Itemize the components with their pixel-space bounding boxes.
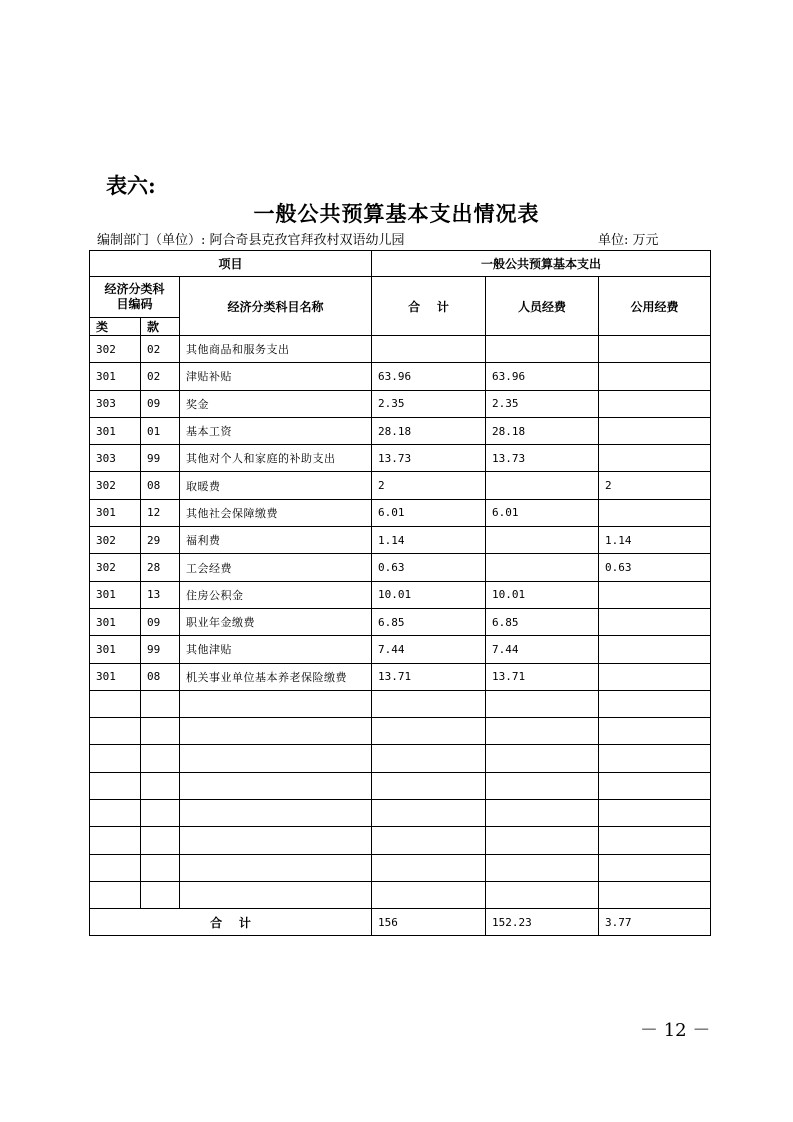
cell-lei: 301 (90, 663, 141, 690)
cell-total: 2 (372, 472, 486, 499)
cell-personnel: 6.01 (486, 499, 599, 526)
cell-public: 2 (599, 472, 711, 499)
cell-public (599, 745, 711, 772)
cell-name: 其他津贴 (180, 636, 372, 663)
cell-total (372, 854, 486, 881)
cell-personnel (486, 772, 599, 799)
cell-personnel (486, 854, 599, 881)
header-lei: 类 (90, 318, 141, 336)
cell-public (599, 881, 711, 908)
cell-name: 工会经费 (180, 554, 372, 581)
cell-kuan (141, 881, 180, 908)
cell-public (599, 390, 711, 417)
cell-kuan: 01 (141, 417, 180, 444)
table-row (90, 554, 711, 581)
cell-personnel (486, 690, 599, 717)
table-row (90, 527, 711, 554)
cell-public (599, 800, 711, 827)
cell-kuan (141, 854, 180, 881)
cell-public (599, 336, 711, 363)
cell-lei (90, 718, 141, 745)
table-row (90, 499, 711, 526)
cell-kuan (141, 690, 180, 717)
page-title: 一般公共预算基本支出情况表 (253, 201, 540, 226)
cell-lei: 301 (90, 363, 141, 390)
table-row (90, 854, 711, 881)
cell-kuan (141, 800, 180, 827)
table-row (90, 881, 711, 908)
cell-kuan: 09 (141, 390, 180, 417)
cell-name (180, 827, 372, 854)
cell-personnel: 63.96 (486, 363, 599, 390)
total-row (90, 909, 711, 936)
table-row (90, 336, 711, 363)
cell-lei: 303 (90, 445, 141, 472)
table-row (90, 581, 711, 608)
budget-table (89, 250, 711, 936)
cell-total (372, 336, 486, 363)
cell-total: 0.63 (372, 554, 486, 581)
cell-name: 取暖费 (180, 472, 372, 499)
table-row (90, 745, 711, 772)
table-row (90, 827, 711, 854)
header-name: 经济分类科目名称 (180, 277, 372, 336)
cell-kuan: 02 (141, 363, 180, 390)
cell-lei: 302 (90, 554, 141, 581)
cell-name (180, 690, 372, 717)
table-row (90, 690, 711, 717)
cell-name (180, 881, 372, 908)
cell-public: 1.14 (599, 527, 711, 554)
cell-public: 0.63 (599, 554, 711, 581)
header-public: 公用经费 (599, 277, 711, 336)
cell-kuan (141, 827, 180, 854)
cell-name (180, 854, 372, 881)
cell-kuan (141, 772, 180, 799)
cell-kuan: 02 (141, 336, 180, 363)
cell-lei: 302 (90, 336, 141, 363)
unit-label: 单位: 万元 (598, 233, 659, 248)
cell-kuan: 99 (141, 445, 180, 472)
cell-total: 13.71 (372, 663, 486, 690)
cell-kuan: 08 (141, 663, 180, 690)
cell-lei: 301 (90, 581, 141, 608)
header-expense: 一般公共预算基本支出 (372, 251, 711, 277)
cell-kuan: 29 (141, 527, 180, 554)
cell-lei: 303 (90, 390, 141, 417)
cell-name: 机关事业单位基本养老保险缴费 (180, 663, 372, 690)
cell-name: 其他商品和服务支出 (180, 336, 372, 363)
table-label: 表六: (106, 173, 156, 198)
cell-lei: 301 (90, 636, 141, 663)
cell-public (599, 417, 711, 444)
cell-personnel (486, 827, 599, 854)
header-row-2 (90, 277, 711, 318)
table-row (90, 718, 711, 745)
cell-name: 其他对个人和家庭的补助支出 (180, 445, 372, 472)
header-project: 项目 (90, 251, 372, 277)
cell-total: 63.96 (372, 363, 486, 390)
total-label: 合 计 (90, 909, 372, 936)
cell-name (180, 772, 372, 799)
cell-name (180, 800, 372, 827)
cell-kuan: 08 (141, 472, 180, 499)
cell-public (599, 608, 711, 635)
cell-kuan: 13 (141, 581, 180, 608)
cell-total (372, 745, 486, 772)
cell-name (180, 745, 372, 772)
cell-total: 2.35 (372, 390, 486, 417)
cell-public (599, 663, 711, 690)
cell-total (372, 827, 486, 854)
table-row (90, 472, 711, 499)
cell-name (180, 718, 372, 745)
table-row (90, 445, 711, 472)
cell-name: 住房公积金 (180, 581, 372, 608)
cell-personnel: 13.71 (486, 663, 599, 690)
cell-total (372, 800, 486, 827)
cell-personnel: 10.01 (486, 581, 599, 608)
cell-kuan (141, 745, 180, 772)
cell-lei (90, 772, 141, 799)
table-row (90, 636, 711, 663)
cell-lei (90, 745, 141, 772)
cell-personnel: 28.18 (486, 417, 599, 444)
cell-name: 职业年金缴费 (180, 608, 372, 635)
cell-lei: 301 (90, 608, 141, 635)
cell-public (599, 827, 711, 854)
cell-lei: 302 (90, 527, 141, 554)
cell-lei (90, 881, 141, 908)
cell-total (372, 718, 486, 745)
cell-personnel (486, 554, 599, 581)
cell-total (372, 881, 486, 908)
cell-personnel: 2.35 (486, 390, 599, 417)
cell-name: 奖金 (180, 390, 372, 417)
table-row (90, 417, 711, 444)
cell-public (599, 772, 711, 799)
cell-kuan (141, 718, 180, 745)
cell-lei (90, 690, 141, 717)
header-code: 经济分类科目编码 (90, 277, 180, 318)
header-kuan: 款 (141, 318, 180, 336)
cell-total: 28.18 (372, 417, 486, 444)
cell-total: 7.44 (372, 636, 486, 663)
cell-public (599, 445, 711, 472)
total-total: 156 (372, 909, 486, 936)
cell-public (599, 718, 711, 745)
department-label: 编制部门（单位）: 阿合奇县克孜官拜孜村双语幼儿园 (97, 233, 405, 248)
cell-lei: 301 (90, 499, 141, 526)
cell-total (372, 690, 486, 717)
cell-name: 基本工资 (180, 417, 372, 444)
cell-lei (90, 800, 141, 827)
cell-personnel (486, 745, 599, 772)
table-row (90, 390, 711, 417)
cell-name: 津贴补贴 (180, 363, 372, 390)
cell-kuan: 09 (141, 608, 180, 635)
cell-total: 1.14 (372, 527, 486, 554)
cell-personnel (486, 881, 599, 908)
cell-personnel (486, 336, 599, 363)
cell-lei (90, 827, 141, 854)
cell-personnel (486, 800, 599, 827)
cell-total: 13.73 (372, 445, 486, 472)
header-personnel: 人员经费 (486, 277, 599, 336)
table-row (90, 772, 711, 799)
cell-total: 6.01 (372, 499, 486, 526)
cell-total: 6.85 (372, 608, 486, 635)
cell-public (599, 499, 711, 526)
cell-lei (90, 854, 141, 881)
cell-personnel (486, 472, 599, 499)
cell-kuan: 99 (141, 636, 180, 663)
cell-public (599, 690, 711, 717)
header-row-1 (90, 251, 711, 277)
table-row (90, 663, 711, 690)
cell-public (599, 854, 711, 881)
cell-personnel (486, 718, 599, 745)
cell-personnel: 13.73 (486, 445, 599, 472)
cell-lei: 301 (90, 417, 141, 444)
cell-name: 福利费 (180, 527, 372, 554)
header-total: 合 计 (372, 277, 486, 336)
cell-name: 其他社会保障缴费 (180, 499, 372, 526)
cell-lei: 302 (90, 472, 141, 499)
page-number: － 12 － (640, 1020, 711, 1041)
cell-personnel: 6.85 (486, 608, 599, 635)
cell-public (599, 363, 711, 390)
cell-public (599, 581, 711, 608)
total-personnel: 152.23 (486, 909, 599, 936)
cell-kuan: 28 (141, 554, 180, 581)
cell-total: 10.01 (372, 581, 486, 608)
cell-personnel: 7.44 (486, 636, 599, 663)
cell-kuan: 12 (141, 499, 180, 526)
total-public: 3.77 (599, 909, 711, 936)
table-row (90, 608, 711, 635)
table-row (90, 800, 711, 827)
cell-public (599, 636, 711, 663)
cell-personnel (486, 527, 599, 554)
cell-total (372, 772, 486, 799)
table-row (90, 363, 711, 390)
